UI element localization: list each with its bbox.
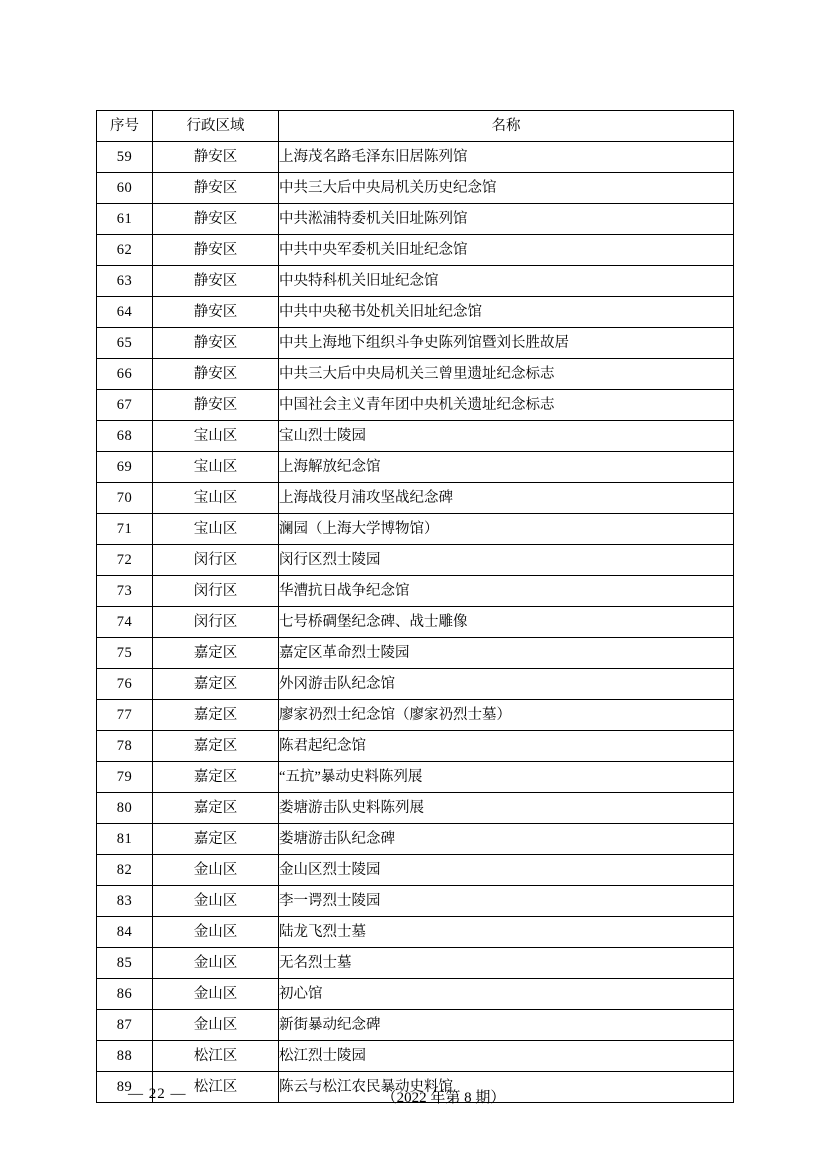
table-row bbox=[97, 452, 734, 483]
cell-name: 中国社会主义青年团中央机关遗址纪念标志 bbox=[279, 390, 734, 421]
cell-index: 65 bbox=[97, 328, 153, 359]
cell-district: 金山区 bbox=[153, 948, 279, 979]
cell-district: 宝山区 bbox=[153, 452, 279, 483]
cell-index: 60 bbox=[97, 173, 153, 204]
cell-name: 廖家礽烈士纪念馆（廖家礽烈士墓） bbox=[279, 700, 734, 731]
table-row bbox=[97, 824, 734, 855]
table-row bbox=[97, 359, 734, 390]
cell-name: 娄塘游击队史料陈列展 bbox=[279, 793, 734, 824]
cell-name: 澜园（上海大学博物馆） bbox=[279, 514, 734, 545]
cell-district: 金山区 bbox=[153, 855, 279, 886]
table-row bbox=[97, 979, 734, 1010]
cell-index: 72 bbox=[97, 545, 153, 576]
cell-index: 89 bbox=[97, 1072, 153, 1103]
cell-index: 70 bbox=[97, 483, 153, 514]
cell-district: 静安区 bbox=[153, 328, 279, 359]
cell-district: 静安区 bbox=[153, 173, 279, 204]
cell-district: 嘉定区 bbox=[153, 669, 279, 700]
cell-index: 62 bbox=[97, 235, 153, 266]
cell-name: 无名烈士墓 bbox=[279, 948, 734, 979]
cell-district: 松江区 bbox=[153, 1072, 279, 1103]
cell-index: 76 bbox=[97, 669, 153, 700]
table-row bbox=[97, 235, 734, 266]
table-row bbox=[97, 762, 734, 793]
cell-district: 松江区 bbox=[153, 1041, 279, 1072]
cell-name: 娄塘游击队纪念碑 bbox=[279, 824, 734, 855]
cell-index: 83 bbox=[97, 886, 153, 917]
cell-name: 上海茂名路毛泽东旧居陈列馆 bbox=[279, 142, 734, 173]
cell-name: 闵行区烈士陵园 bbox=[279, 545, 734, 576]
table-row bbox=[97, 948, 734, 979]
cell-district: 金山区 bbox=[153, 886, 279, 917]
table-row bbox=[97, 173, 734, 204]
page-number: — 22 — bbox=[128, 1086, 187, 1102]
table-row bbox=[97, 1041, 734, 1072]
cell-district: 嘉定区 bbox=[153, 700, 279, 731]
cell-index: 77 bbox=[97, 700, 153, 731]
table-row bbox=[97, 390, 734, 421]
table-row bbox=[97, 731, 734, 762]
memorial-sites-table bbox=[96, 110, 734, 1103]
table-row bbox=[97, 576, 734, 607]
cell-index: 73 bbox=[97, 576, 153, 607]
cell-index: 80 bbox=[97, 793, 153, 824]
cell-index: 87 bbox=[97, 1010, 153, 1041]
cell-name: 陈君起纪念馆 bbox=[279, 731, 734, 762]
cell-district: 金山区 bbox=[153, 1010, 279, 1041]
cell-index: 88 bbox=[97, 1041, 153, 1072]
cell-name: 新街暴动纪念碑 bbox=[279, 1010, 734, 1041]
cell-district: 静安区 bbox=[153, 235, 279, 266]
table-row bbox=[97, 545, 734, 576]
cell-district: 闵行区 bbox=[153, 545, 279, 576]
table-row bbox=[97, 514, 734, 545]
column-header-index: 序号 bbox=[97, 111, 153, 142]
cell-district: 静安区 bbox=[153, 297, 279, 328]
cell-name: 松江烈士陵园 bbox=[279, 1041, 734, 1072]
cell-name: “五抗”暴动史料陈列展 bbox=[279, 762, 734, 793]
cell-name: 陆龙飞烈士墓 bbox=[279, 917, 734, 948]
cell-name: 中共三大后中央局机关历史纪念馆 bbox=[279, 173, 734, 204]
page-footer bbox=[0, 1086, 827, 1110]
cell-district: 静安区 bbox=[153, 390, 279, 421]
table-row bbox=[97, 204, 734, 235]
cell-district: 宝山区 bbox=[153, 514, 279, 545]
table-row bbox=[97, 421, 734, 452]
memorial-sites-table-container bbox=[96, 110, 733, 1103]
table-header bbox=[97, 111, 734, 142]
column-header-district: 行政区域 bbox=[153, 111, 279, 142]
cell-district: 嘉定区 bbox=[153, 824, 279, 855]
cell-district: 嘉定区 bbox=[153, 793, 279, 824]
table-row bbox=[97, 793, 734, 824]
cell-index: 61 bbox=[97, 204, 153, 235]
cell-district: 静安区 bbox=[153, 204, 279, 235]
cell-name: 陈云与松江农民暴动史料馆 bbox=[279, 1072, 734, 1103]
table-row bbox=[97, 917, 734, 948]
cell-name: 外冈游击队纪念馆 bbox=[279, 669, 734, 700]
table-row bbox=[97, 669, 734, 700]
cell-name: 中共中央秘书处机关旧址纪念馆 bbox=[279, 297, 734, 328]
table-row bbox=[97, 607, 734, 638]
table-row bbox=[97, 638, 734, 669]
column-header-name: 名称 bbox=[279, 111, 734, 142]
cell-index: 79 bbox=[97, 762, 153, 793]
table-row bbox=[97, 855, 734, 886]
table-row bbox=[97, 886, 734, 917]
cell-name: 中共中央军委机关旧址纪念馆 bbox=[279, 235, 734, 266]
cell-district: 金山区 bbox=[153, 979, 279, 1010]
cell-index: 78 bbox=[97, 731, 153, 762]
cell-district: 嘉定区 bbox=[153, 762, 279, 793]
cell-district: 闵行区 bbox=[153, 607, 279, 638]
cell-district: 宝山区 bbox=[153, 483, 279, 514]
cell-index: 64 bbox=[97, 297, 153, 328]
cell-name: 上海解放纪念馆 bbox=[279, 452, 734, 483]
cell-index: 71 bbox=[97, 514, 153, 545]
table-row bbox=[97, 266, 734, 297]
cell-index: 84 bbox=[97, 917, 153, 948]
cell-name: 上海战役月浦攻坚战纪念碑 bbox=[279, 483, 734, 514]
cell-index: 66 bbox=[97, 359, 153, 390]
cell-index: 63 bbox=[97, 266, 153, 297]
table-row bbox=[97, 483, 734, 514]
table-row bbox=[97, 1010, 734, 1041]
cell-name: 嘉定区革命烈士陵园 bbox=[279, 638, 734, 669]
cell-index: 75 bbox=[97, 638, 153, 669]
cell-name: 金山区烈士陵园 bbox=[279, 855, 734, 886]
cell-name: 中共淞浦特委机关旧址陈列馆 bbox=[279, 204, 734, 235]
cell-index: 69 bbox=[97, 452, 153, 483]
cell-district: 宝山区 bbox=[153, 421, 279, 452]
table-body bbox=[97, 142, 734, 1103]
cell-name: 初心馆 bbox=[279, 979, 734, 1010]
cell-district: 静安区 bbox=[153, 359, 279, 390]
cell-district: 静安区 bbox=[153, 266, 279, 297]
cell-district: 金山区 bbox=[153, 917, 279, 948]
cell-name: 宝山烈士陵园 bbox=[279, 421, 734, 452]
cell-district: 嘉定区 bbox=[153, 638, 279, 669]
cell-index: 82 bbox=[97, 855, 153, 886]
table-row bbox=[97, 328, 734, 359]
cell-name: 七号桥碉堡纪念碑、战士雕像 bbox=[279, 607, 734, 638]
cell-name: 李一谔烈士陵园 bbox=[279, 886, 734, 917]
issue-label: （2022 年第 8 期） bbox=[381, 1090, 506, 1106]
cell-district: 闵行区 bbox=[153, 576, 279, 607]
cell-name: 华漕抗日战争纪念馆 bbox=[279, 576, 734, 607]
cell-index: 68 bbox=[97, 421, 153, 452]
cell-district: 静安区 bbox=[153, 142, 279, 173]
table-row bbox=[97, 297, 734, 328]
table-header-row bbox=[97, 111, 734, 142]
cell-index: 67 bbox=[97, 390, 153, 421]
cell-index: 85 bbox=[97, 948, 153, 979]
cell-name: 中共上海地下组织斗争史陈列馆暨刘长胜故居 bbox=[279, 328, 734, 359]
cell-index: 81 bbox=[97, 824, 153, 855]
cell-index: 74 bbox=[97, 607, 153, 638]
cell-name: 中央特科机关旧址纪念馆 bbox=[279, 266, 734, 297]
cell-index: 59 bbox=[97, 142, 153, 173]
cell-district: 嘉定区 bbox=[153, 731, 279, 762]
cell-name: 中共三大后中央局机关三曾里遗址纪念标志 bbox=[279, 359, 734, 390]
table-row bbox=[97, 142, 734, 173]
table-row bbox=[97, 700, 734, 731]
cell-index: 86 bbox=[97, 979, 153, 1010]
